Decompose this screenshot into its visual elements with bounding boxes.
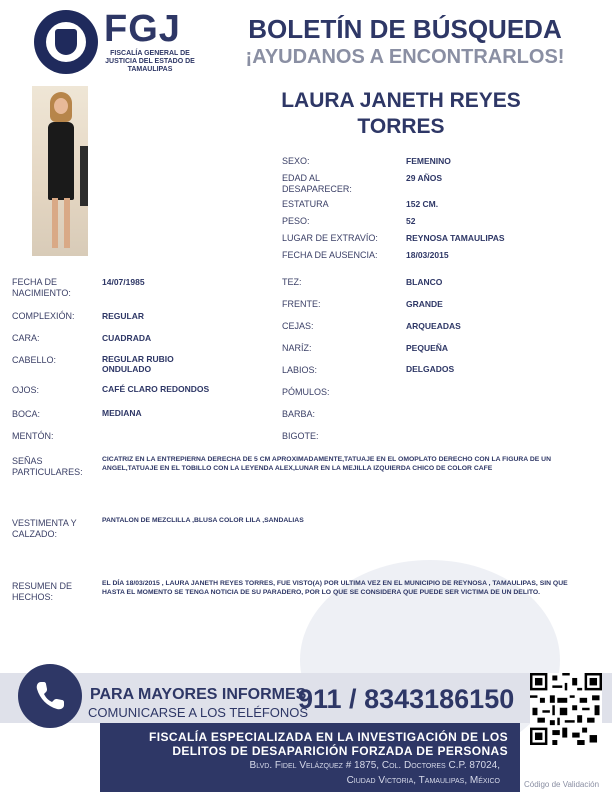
phone-numbers: 911 / 8343186150 (298, 684, 515, 714)
age-value: 29 AÑOS (406, 173, 443, 183)
beard-label: BARBA: (282, 409, 316, 419)
hair-label: CABELLO: (12, 355, 57, 365)
clothing-label: VESTIMENTA Y CALZADO: (12, 518, 77, 539)
weight-value: 52 (406, 216, 416, 226)
birthdate-label: FECHA DE NACIMIENTO: (12, 277, 71, 298)
nose-label: NARÍZ: (282, 343, 312, 353)
org-abbreviation: FGJ (104, 8, 181, 50)
office-name-line1: FISCALÍA ESPECIALIZADA EN LA INVESTIGACIÓN DE LOS (149, 730, 508, 744)
place-label: LUGAR DE EXTRAVÍO: (282, 233, 378, 243)
chin-label: MENTÓN: (12, 431, 54, 441)
absence-date-label: FECHA DE AUSENCIA: (282, 250, 378, 260)
office-name-line2: DELITOS DE DESAPARICIÓN FORZADA DE PERSONAS (172, 744, 508, 758)
summary-label: RESUMEN DE HECHOS: (12, 581, 73, 602)
sex-value: FEMENINO (406, 156, 451, 166)
bulletin-title: BOLETÍN DE BÚSQUEDA (248, 14, 562, 44)
nose-value: PEQUEÑA (406, 343, 449, 353)
eyes-value: CAFÉ CLARO REDONDOS (102, 384, 210, 394)
eyebrows-value: ARQUEADAS (406, 321, 461, 331)
birthdate-value: 14/07/1985 (102, 277, 145, 287)
sex-label: SEXO: (282, 156, 310, 166)
person-photo (32, 86, 88, 256)
eyebrows-label: CEJAS: (282, 321, 314, 331)
hair-value: REGULAR RUBIO ONDULADO (102, 354, 174, 374)
place-value: REYNOSA TAMAULIPAS (406, 233, 505, 243)
office-address-line1: Blvd. Fidel Velázquez # 1875, Col. Doctores C.P. 87024, (249, 760, 500, 771)
lips-label: LABIOS: (282, 365, 318, 375)
eyes-label: OJOS: (12, 385, 40, 395)
height-label: ESTATURA (282, 199, 329, 209)
face-value: CUADRADA (102, 333, 152, 343)
forehead-value: GRANDE (406, 299, 443, 309)
cheekbones-label: PÓMULOS: (282, 387, 330, 397)
bulletin-subtitle: ¡AYUDANOS A ENCONTRARLOS! (245, 46, 565, 68)
person-name: LAURA JANETH REYES TORRES (281, 89, 521, 138)
more-info-text: PARA MAYORES INFORMES, (90, 686, 311, 703)
face-label: CARA: (12, 333, 40, 343)
clothing-value: PANTALON DE MEZCLILLA ,BLUSA COLOR LILA ,SANDALIAS (102, 517, 304, 524)
marks-label: SEÑAS PARTICULARES: (12, 456, 83, 477)
validation-code-label: Código de Validación (524, 780, 600, 789)
marks-value: CICATRIZ EN LA ENTREPIERNA DERECHA DE 5 CM APROXIMADAMENTE,TATUAJE EN EL OMOPLATO DERECHO CON LA FIGURA DE UN ANGEL,TATUAJE EN EL TOBILLO CON LA LEYENDA ALEX,LUNAR EN LA MEJILLA IZQUIERDA CHICO DE COLOR CAFE (102, 456, 551, 472)
complexion-value: BLANCO (406, 277, 443, 287)
age-label: EDAD AL DESAPARECER: (282, 173, 352, 194)
phone-icon (18, 664, 82, 728)
mouth-value: MEDIANA (102, 408, 142, 418)
summary-value: EL DÍA 18/03/2015 , LAURA JANETH REYES TORRES, FUE VISTO(A) POR ULTIMA VEZ EN EL MUNICIPIO DE REYNOSA , TAMAULIPAS, SIN QUE HASTA EL MOMENTO SE TENGA NOTICIA DE SU PARADERO, POR LO QUE SE CONSIDERA QUE PUEDE SER VICTIMA DE UN DELITO. (102, 580, 568, 596)
org-name: FISCALÍA GENERAL DE JUSTICIA DEL ESTADO DE TAMAULIPAS (105, 50, 195, 73)
weight-label: PESO: (282, 216, 310, 226)
height-value: 152 CM. (406, 199, 439, 209)
build-label: COMPLEXIÓN: (12, 311, 75, 321)
fgj-seal-logo (34, 10, 98, 74)
forehead-label: FRENTE: (282, 299, 321, 309)
office-address-line2: Ciudad Victoria, Tamaulipas, México (346, 775, 500, 786)
mouth-label: BOCA: (12, 409, 41, 419)
complexion-label: TEZ: (282, 277, 302, 287)
absence-date-value: 18/03/2015 (406, 250, 449, 260)
mustache-label: BIGOTE: (282, 431, 319, 441)
lips-value: DELGADOS (406, 364, 455, 374)
build-value: REGULAR (102, 311, 145, 321)
contact-text: COMUNICARSE A LOS TELÉFONOS (88, 705, 309, 720)
qr-code-icon (530, 673, 602, 745)
